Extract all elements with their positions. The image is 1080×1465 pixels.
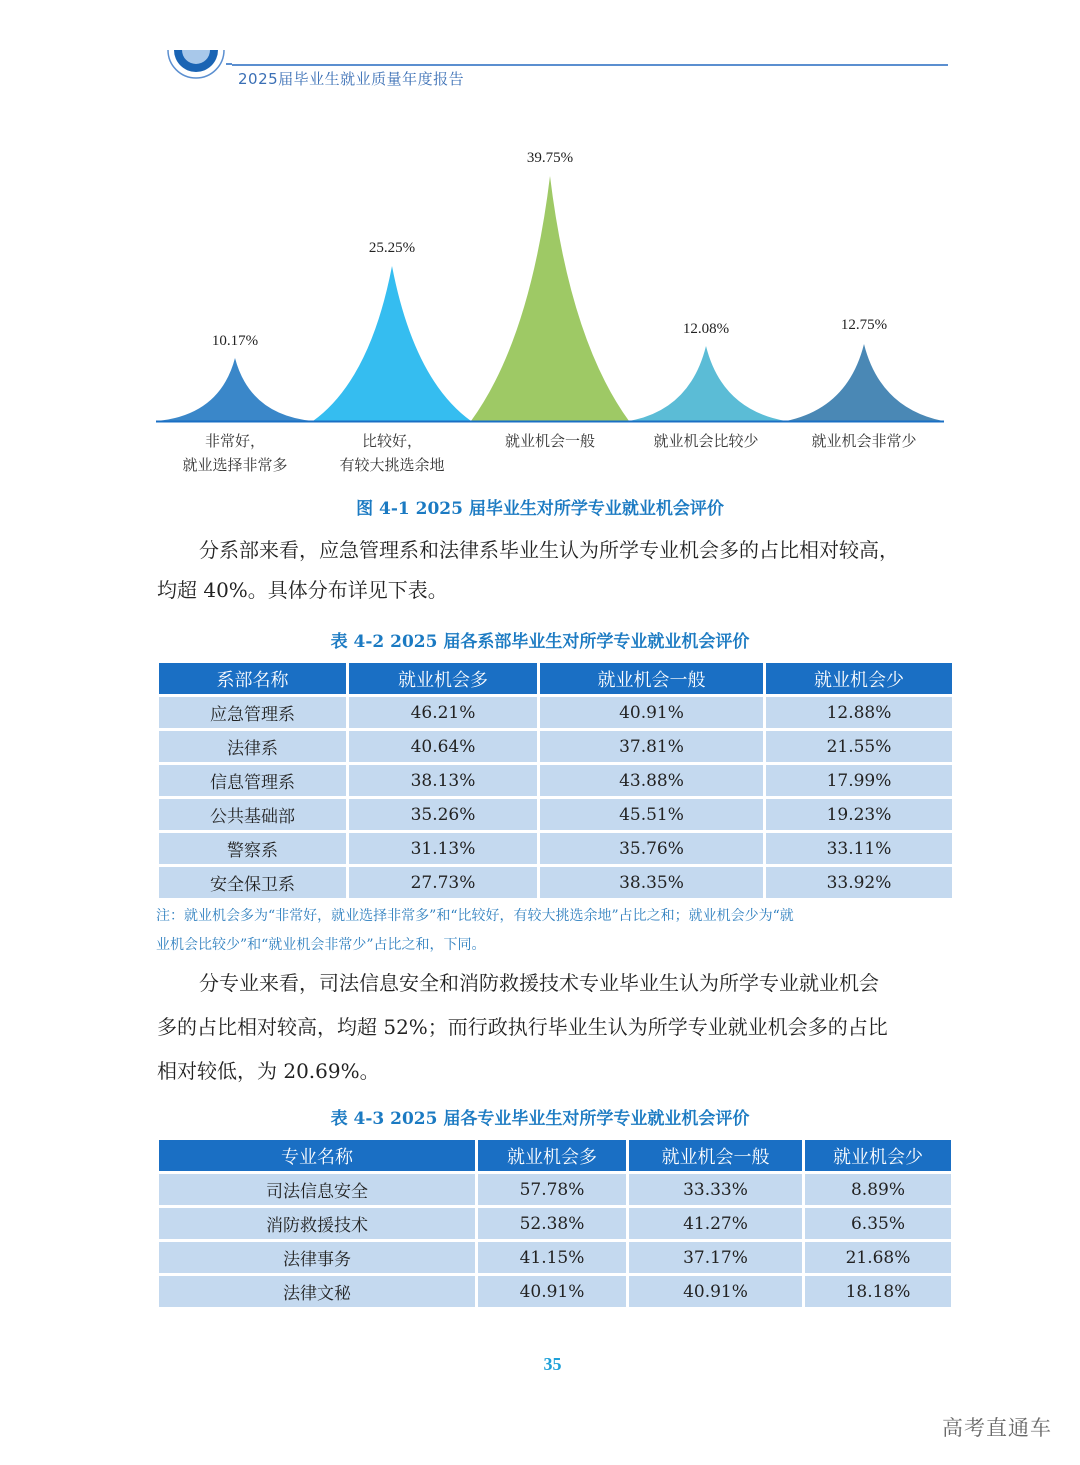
cell-department: 信息管理系: [159, 765, 346, 796]
cell-few: 33.92%: [766, 867, 952, 898]
cell-many: 27.73%: [349, 867, 537, 898]
cell-many: 41.15%: [478, 1242, 626, 1273]
paragraph-line: 相对较低，为 20.69%。: [157, 1059, 380, 1083]
chart-category-label: [811, 429, 916, 453]
cell-many: 38.13%: [349, 765, 537, 796]
note-line: 业机会比较少”和“就业机会非常少”占比之和，下同。: [156, 937, 486, 953]
chart-value-label: 10.17%: [211, 333, 259, 349]
cell-average: 33.33%: [629, 1174, 802, 1205]
chart-value-label: 12.75%: [840, 317, 888, 333]
table-row: [159, 867, 952, 898]
column-header: 就业机会少: [805, 1140, 951, 1171]
table-row: [159, 765, 952, 796]
column-header: 就业机会一般: [629, 1140, 802, 1171]
chart-value-label: 12.08%: [682, 321, 730, 337]
paragraph-department-summary: [157, 530, 957, 610]
chart-spike-good: [313, 266, 471, 421]
table-note: [156, 902, 956, 960]
cell-average: 41.27%: [629, 1208, 802, 1239]
cell-major: 消防救援技术: [159, 1208, 475, 1239]
chart-spike-few: [629, 346, 786, 421]
table-row: [159, 1174, 951, 1205]
cell-few: 17.99%: [766, 765, 952, 796]
cell-many: 52.38%: [478, 1208, 626, 1239]
chart-spike-very-good: [157, 358, 313, 421]
cell-major: 司法信息安全: [159, 1174, 475, 1205]
cell-many: 46.21%: [349, 697, 537, 728]
category-line: 比较好，: [361, 432, 423, 450]
cell-few: 21.55%: [766, 731, 952, 762]
cell-average: 38.35%: [540, 867, 763, 898]
cell-department: 安全保卫系: [159, 867, 346, 898]
department-table: [156, 660, 955, 901]
header-rule: [232, 64, 948, 66]
category-line: 有较大挑选余地: [339, 456, 445, 474]
column-header: 系部名称: [159, 663, 346, 694]
cell-few: 33.11%: [766, 833, 952, 864]
employment-opportunity-chart: [150, 140, 950, 480]
chart-category-label: [505, 429, 595, 453]
page-number: 35: [543, 1354, 562, 1374]
cell-major: 法律事务: [159, 1242, 475, 1273]
table-header-row: [159, 663, 952, 694]
figure-caption: 图 4-1 2025 届毕业生对所学专业就业机会评价: [356, 499, 724, 519]
category-line: 就业选择非常多: [182, 456, 288, 474]
report-title: 2025届毕业生就业质量年度报告: [238, 70, 465, 88]
table-row: [159, 697, 952, 728]
cell-average: 45.51%: [540, 799, 763, 830]
chart-category-label: [182, 429, 287, 477]
note-line: 注：就业机会多为“非常好，就业选择非常多”和“比较好，有较大挑选余地”占比之和；就业机会少为“就: [156, 908, 794, 924]
major-table: [156, 1137, 954, 1310]
cell-many: 40.91%: [478, 1276, 626, 1307]
paragraph-line: 分专业来看，司法信息安全和消防救援技术专业毕业生认为所学专业就业机会: [199, 971, 879, 995]
cell-few: 19.23%: [766, 799, 952, 830]
chart-category-label: [339, 429, 444, 477]
cell-department: 公共基础部: [159, 799, 346, 830]
category-line: 非常好，: [204, 432, 266, 450]
cell-department: 警察系: [159, 833, 346, 864]
cell-few: 8.89%: [805, 1174, 951, 1205]
chart-spike-average: [471, 176, 629, 421]
cell-average: 40.91%: [629, 1276, 802, 1307]
category-line: 就业机会一般: [504, 432, 596, 450]
table-row: [159, 731, 952, 762]
cell-average: 35.76%: [540, 833, 763, 864]
cell-department: 应急管理系: [159, 697, 346, 728]
table-row: [159, 1242, 951, 1273]
category-line: 就业机会比较少: [653, 432, 759, 450]
table-row: [159, 833, 952, 864]
table-row: [159, 1208, 951, 1239]
cell-many: 35.26%: [349, 799, 537, 830]
chart-category-label: [653, 429, 758, 453]
paragraph-line: 均超 40%。具体分布详见下表。: [157, 578, 448, 602]
table-caption-majors: 表 4-3 2025 届各专业毕业生对所学专业就业机会评价: [330, 1109, 750, 1129]
table-caption-departments: 表 4-2 2025 届各系部毕业生对所学专业就业机会评价: [330, 632, 750, 652]
table-row: [159, 799, 952, 830]
page-header: [0, 0, 1080, 110]
cell-average: 37.17%: [629, 1242, 802, 1273]
column-header: 就业机会多: [349, 663, 537, 694]
chart-spike-very-few: [786, 344, 943, 421]
cell-many: 31.13%: [349, 833, 537, 864]
column-header: 就业机会一般: [540, 663, 763, 694]
watermark: 高考直通车: [942, 1416, 1052, 1440]
cell-few: 18.18%: [805, 1276, 951, 1307]
table-header-row: [159, 1140, 951, 1171]
column-header: 就业机会多: [478, 1140, 626, 1171]
cell-few: 6.35%: [805, 1208, 951, 1239]
cell-major: 法律文秘: [159, 1276, 475, 1307]
cell-average: 43.88%: [540, 765, 763, 796]
column-header: 就业机会少: [766, 663, 952, 694]
paragraph-line: 多的占比相对较高，均超 52%；而行政执行毕业生认为所学专业就业机会多的占比: [157, 1015, 888, 1039]
report-logo-icon: [160, 50, 232, 100]
cell-few: 21.68%: [805, 1242, 951, 1273]
paragraph-major-summary: [157, 963, 957, 1091]
cell-average: 37.81%: [540, 731, 763, 762]
table-row: [159, 1276, 951, 1307]
column-header: 专业名称: [159, 1140, 475, 1171]
cell-few: 12.88%: [766, 697, 952, 728]
cell-department: 法律系: [159, 731, 346, 762]
cell-many: 57.78%: [478, 1174, 626, 1205]
category-line: 就业机会非常少: [811, 432, 917, 450]
cell-many: 40.64%: [349, 731, 537, 762]
chart-value-label: 25.25%: [368, 240, 416, 256]
chart-value-label: 39.75%: [526, 150, 574, 166]
cell-average: 40.91%: [540, 697, 763, 728]
paragraph-line: 分系部来看，应急管理系和法律系毕业生认为所学专业机会多的占比相对较高，: [199, 538, 899, 562]
